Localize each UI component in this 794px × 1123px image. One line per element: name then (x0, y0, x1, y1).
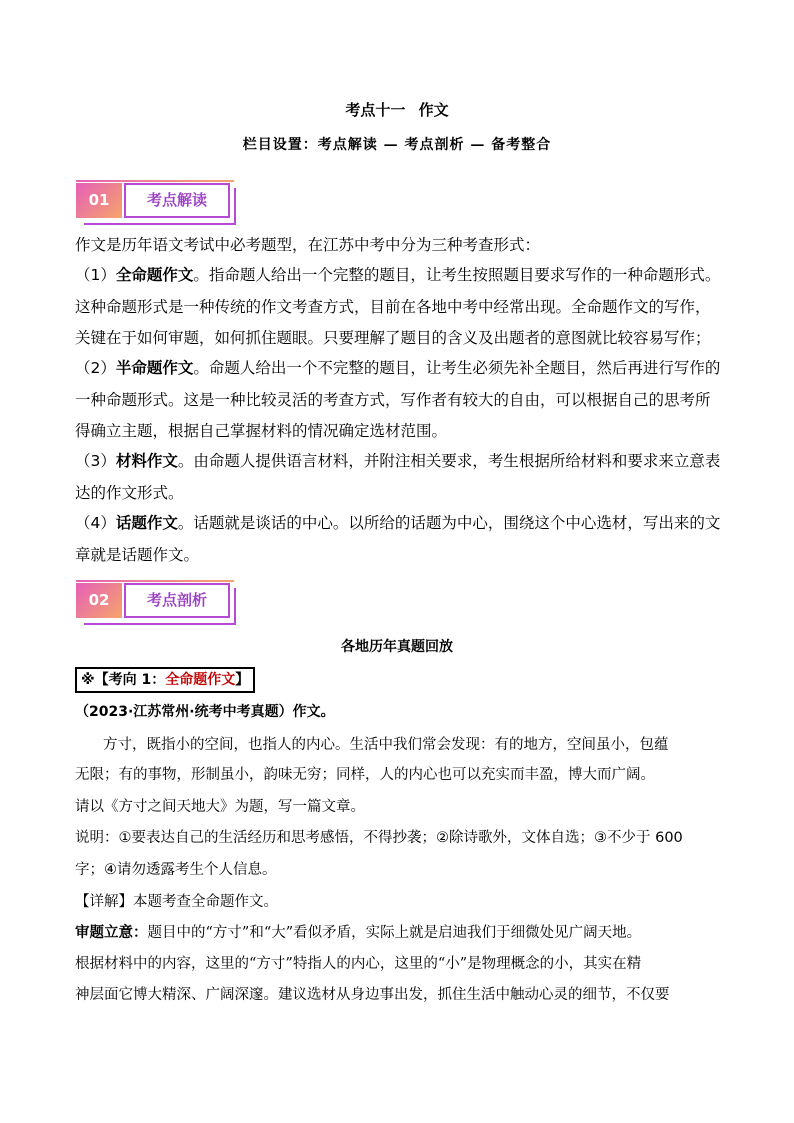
topic-tag (75, 667, 255, 693)
analysis-intro: 【详解】本题考查全命题作文。 (75, 894, 278, 910)
item-text: 。命题人给出一个不完整的题目，让考生必须先补全题目，然后再进行写作的一种命题形式。这是一种比较灵活的考查方式，写作者有较大的自由，可以根据自己的思考所得确立主题，根据自己掌握材料的情况确定选材范围。 (75, 359, 721, 440)
section-badge-02 (76, 580, 236, 624)
tag-suffix: 】 (235, 672, 250, 688)
item-term: 话题作文 (115, 514, 178, 532)
question-source: （2023·江苏常州·统考中考真题）作文。 (75, 704, 335, 720)
item-term: 半命题作文 (115, 359, 194, 377)
title-topic: 考点十一 (345, 101, 406, 119)
item-ban-ming-ti (75, 353, 725, 448)
item-prefix: （2） (75, 359, 116, 377)
analysis-text: 题目中的“方寸”和“大”看似矛盾，实际上就是启迪我们于细微处见广阔天地。 (147, 925, 642, 941)
badge-number: 02 (76, 583, 122, 618)
analysis-line (75, 921, 735, 942)
item-text: 。话题就是谈话的中心。以所给的话题为中心，围绕这个中心选材，写出来的文章就是话题作文。 (75, 514, 721, 564)
requirements-line: 字；④请勿透露考生个人信息。 (75, 862, 277, 878)
analysis-label: 审题立意： (75, 924, 148, 941)
page-title (0, 99, 794, 120)
title-subject: 作文 (418, 101, 449, 119)
prompt-line: 无限；有的事物，形制虽小，韵味无穷；同样，人的内心也可以充实而丰盈，博大而广阔。 (75, 767, 655, 783)
badge-number: 01 (76, 183, 122, 218)
badge-accent-line (76, 180, 234, 182)
item-term: 材料作文 (115, 452, 178, 470)
item-prefix: （3） (75, 452, 116, 470)
badge-label: 考点解读 (124, 183, 230, 218)
item-hua-ti (75, 508, 725, 571)
item-text: 。由命题人提供语言材料，并附注相关要求，考生根据所给材料和要求来立意表达的作文形式。 (75, 452, 721, 502)
requirements-line: 说明：①要表达自己的生活经历和思考感悟，不得抄袭；②除诗歌外，文体自选；③不少于 600 (75, 830, 683, 846)
tag-highlight: 全命题作文 (165, 672, 236, 688)
item-prefix: （1） (75, 266, 116, 284)
tag-prefix: ※【考向 1： (81, 672, 166, 688)
section-heading: 各地历年真题回放 (341, 639, 453, 655)
badge-label: 考点剖析 (124, 583, 230, 618)
item-quan-ming-ti (75, 260, 725, 355)
prompt-line: 请以《方寸之间天地大》为题，写一篇文章。 (75, 799, 365, 815)
prompt-line: 方寸，既指小的空间，也指人的内心。生活中我们常会发现：有的地方，空间虽小，包蕴 (103, 737, 669, 753)
analysis-line: 根据材料中的内容，这里的“方寸”特指人的内心，这里的“小”是物理概念的小，其实在精 (75, 956, 642, 972)
item-term: 全命题作文 (115, 266, 194, 284)
section-badge-01 (76, 180, 236, 224)
analysis-line: 神层面它博大精深、广阔深邃。建议选材从身边事出发，抓住生活中触动心灵的细节，不仅要 (75, 987, 670, 1003)
page-subtitle: 栏目设置：考点解读 — 考点剖析 — 备考整合 (242, 137, 552, 153)
badge-accent-line (76, 580, 234, 582)
intro-paragraph: 作文是历年语文考试中必考题型，在江苏中考中分为三种考查形式： (75, 236, 541, 254)
item-text: 。指命题人给出一个完整的题目，让考生按照题目要求写作的一种命题形式。这种命题形式是一种传统的作文考查方式，目前在各地中考中经常出现。全命题作文的写作，关键在于如何审题，如何抓住题眼。只要理解了题目的含义及出题者的意图就比较容易写作； (75, 266, 721, 347)
item-prefix: （4） (75, 514, 116, 532)
item-cai-liao (75, 446, 725, 509)
